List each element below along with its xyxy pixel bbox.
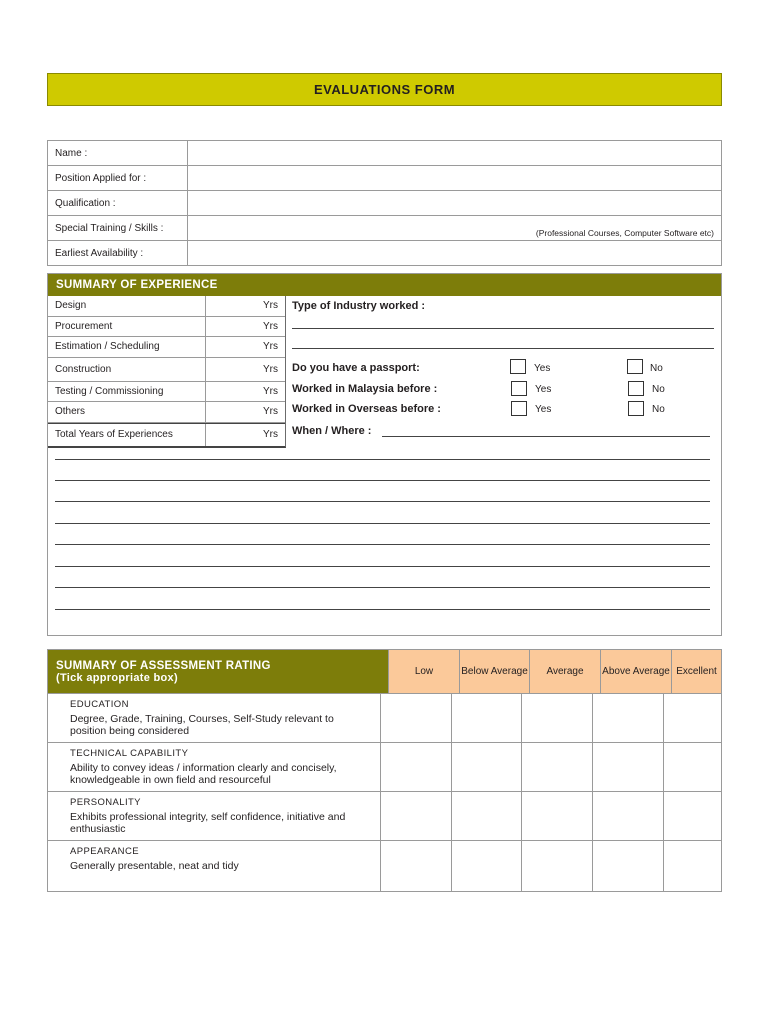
overseas-question: Worked in Overseas before : — [292, 403, 441, 415]
rating-cell-below-average[interactable] — [451, 694, 521, 742]
criterion-title: APPEARANCE — [70, 846, 139, 857]
exp-yrs-design[interactable]: Yrs — [263, 300, 278, 312]
exp-label-design: Design — [48, 296, 206, 316]
exp-yrs-procurement[interactable]: Yrs — [263, 320, 278, 332]
info-row-position — [48, 166, 721, 191]
remarks-line-7[interactable] — [55, 587, 710, 588]
when-where-line[interactable] — [382, 436, 710, 437]
exp-yrs-testing[interactable]: Yrs — [263, 385, 278, 397]
rating-header-above-average: Above Average — [600, 650, 671, 693]
rating-cell-excellent[interactable] — [663, 743, 721, 791]
exp-row-estimation — [48, 337, 285, 358]
overseas-no-checkbox[interactable] — [628, 401, 644, 416]
rating-cell-above-average[interactable] — [592, 841, 663, 891]
qualification-field[interactable] — [188, 191, 721, 215]
exp-row-others — [48, 402, 285, 423]
remarks-line-1[interactable] — [55, 459, 710, 460]
rating-cell-excellent[interactable] — [663, 841, 721, 891]
exp-row-total — [48, 423, 285, 446]
availability-field[interactable] — [188, 241, 721, 265]
overseas-yes-label: Yes — [535, 404, 552, 415]
experience-table — [48, 296, 286, 448]
rating-cell-above-average[interactable] — [592, 743, 663, 791]
malaysia-question: Worked in Malaysia before : — [292, 383, 438, 395]
rating-cell-average[interactable] — [521, 841, 592, 891]
rating-header-excellent: Excellent — [671, 650, 721, 693]
rating-cell-below-average[interactable] — [451, 743, 521, 791]
assessment-row-education — [48, 694, 721, 743]
rating-cell-average[interactable] — [521, 694, 592, 742]
passport-yes-checkbox[interactable] — [510, 359, 526, 374]
assessment-row-personality — [48, 792, 721, 841]
passport-no-label: No — [650, 363, 663, 374]
assessment-title-sub: (Tick appropriate box) — [56, 671, 178, 684]
exp-row-construction — [48, 358, 285, 382]
rating-cell-average[interactable] — [521, 743, 592, 791]
rating-header-low: Low — [388, 650, 459, 693]
criterion-desc: Generally presentable, neat and tidy — [70, 860, 239, 872]
when-where-label: When / Where : — [292, 425, 372, 437]
exp-label-estimation: Estimation / Scheduling — [48, 337, 206, 357]
exp-label-others: Others — [48, 402, 206, 422]
assessment-header-row — [48, 650, 721, 694]
criterion-education — [48, 694, 380, 742]
remarks-line-3[interactable] — [55, 501, 710, 502]
position-label: Position Applied for : — [48, 166, 188, 190]
overseas-no-label: No — [652, 404, 665, 415]
remarks-line-4[interactable] — [55, 523, 710, 524]
overseas-yes-checkbox[interactable] — [511, 401, 527, 416]
assessment-section — [47, 649, 722, 892]
rating-header-below-average: Below Average — [459, 650, 529, 693]
training-note: (Professional Courses, Computer Software etc) — [535, 228, 714, 238]
passport-no-checkbox[interactable] — [627, 359, 643, 374]
passport-yes-label: Yes — [534, 363, 551, 374]
industry-line-1[interactable] — [292, 328, 714, 329]
availability-label: Earliest Availability : — [48, 241, 188, 265]
malaysia-yes-label: Yes — [535, 384, 552, 395]
exp-yrs-estimation[interactable]: Yrs — [263, 341, 278, 353]
rating-cell-average[interactable] — [521, 792, 592, 840]
experience-header: SUMMARY OF EXPERIENCE — [48, 274, 721, 296]
exp-yrs-construction[interactable]: Yrs — [263, 363, 278, 375]
criterion-technical — [48, 743, 380, 791]
remarks-line-8[interactable] — [55, 609, 710, 610]
exp-yrs-total[interactable]: Yrs — [263, 429, 278, 440]
assessment-row-technical — [48, 743, 721, 792]
criterion-desc: Exhibits professional integrity, self confidence, initiative and enthusiastic — [70, 811, 346, 835]
exp-label-procurement: Procurement — [48, 317, 206, 337]
exp-row-testing — [48, 382, 285, 403]
exp-row-design — [48, 296, 285, 317]
malaysia-no-label: No — [652, 384, 665, 395]
assessment-title-main: SUMMARY OF ASSESSMENT RATING — [56, 659, 271, 672]
position-field[interactable] — [188, 166, 721, 190]
criterion-personality — [48, 792, 380, 840]
remarks-line-6[interactable] — [55, 566, 710, 567]
exp-label-total: Total Years of Experiences — [48, 424, 206, 446]
applicant-info-table — [47, 140, 722, 266]
info-row-availability — [48, 241, 721, 265]
passport-question: Do you have a passport: — [292, 362, 420, 374]
training-field[interactable] — [188, 216, 721, 240]
name-label: Name : — [48, 141, 188, 165]
malaysia-no-checkbox[interactable] — [628, 381, 644, 396]
malaysia-yes-checkbox[interactable] — [511, 381, 527, 396]
name-field[interactable] — [188, 141, 721, 165]
rating-cell-excellent[interactable] — [663, 792, 721, 840]
criterion-title: EDUCATION — [70, 699, 129, 710]
info-row-name — [48, 141, 721, 166]
rating-cell-excellent[interactable] — [663, 694, 721, 742]
info-row-training — [48, 216, 721, 241]
rating-cell-above-average[interactable] — [592, 792, 663, 840]
rating-cell-below-average[interactable] — [451, 792, 521, 840]
criterion-desc: Ability to convey ideas / information clearly and concisely, knowledgeable in own field and resourceful — [70, 762, 337, 786]
assessment-title — [48, 650, 388, 693]
form-title: EVALUATIONS FORM — [47, 73, 722, 106]
exp-yrs-others[interactable]: Yrs — [263, 406, 278, 418]
rating-cell-low[interactable] — [380, 841, 451, 891]
criterion-desc: Degree, Grade, Training, Courses, Self-Study relevant to position being considered — [70, 713, 334, 737]
exp-label-construction: Construction — [48, 358, 206, 381]
rating-cell-low[interactable] — [380, 694, 451, 742]
criterion-title: TECHNICAL CAPABILITY — [70, 748, 189, 759]
industry-label: Type of Industry worked : — [292, 300, 426, 312]
assessment-row-appearance — [48, 841, 721, 891]
remarks-line-2[interactable] — [55, 480, 710, 481]
rating-cell-low[interactable] — [380, 792, 451, 840]
exp-label-testing: Testing / Commissioning — [48, 382, 206, 402]
industry-line-2[interactable] — [292, 348, 714, 349]
rating-cell-above-average[interactable] — [592, 694, 663, 742]
training-label: Special Training / Skills : — [48, 216, 188, 240]
rating-header-average: Average — [529, 650, 600, 693]
remarks-line-5[interactable] — [55, 544, 710, 545]
info-row-qualification — [48, 191, 721, 216]
rating-cell-below-average[interactable] — [451, 841, 521, 891]
rating-cell-low[interactable] — [380, 743, 451, 791]
exp-row-procurement — [48, 317, 285, 338]
experience-section — [47, 273, 722, 636]
criterion-appearance — [48, 841, 380, 891]
qualification-label: Qualification : — [48, 191, 188, 215]
criterion-title: PERSONALITY — [70, 797, 141, 808]
